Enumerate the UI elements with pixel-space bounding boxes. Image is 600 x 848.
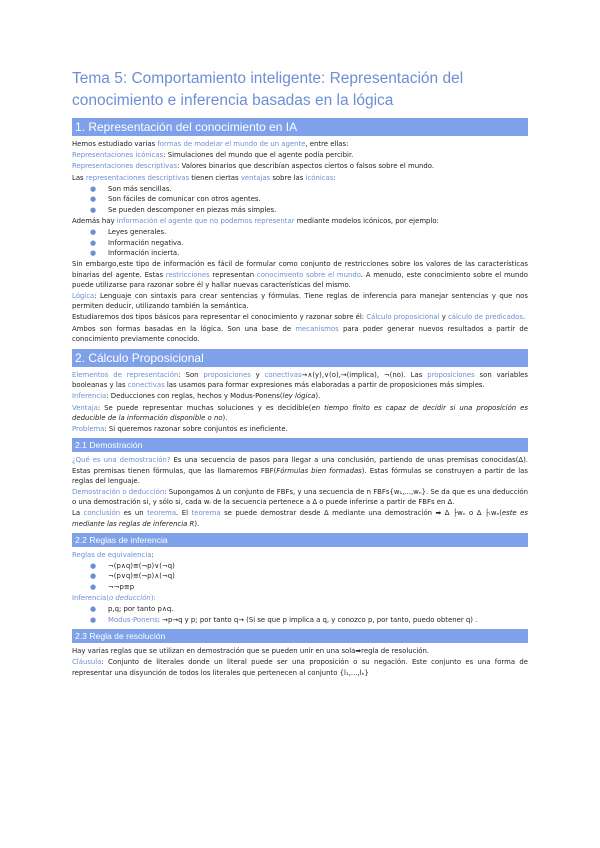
- list-item: ● ¬¬p≡p: [90, 582, 135, 591]
- paragraph: Hay varias reglas que se utilizan en demostración que se pueden unir en una sola➡regla de resolución.: [72, 647, 430, 656]
- list-item: ● p,q; por tanto p∧q.: [90, 605, 174, 614]
- paragraph: Inferencia: Deducciones con reglas, hechos y Modus-Ponens(ley lógica).: [72, 392, 321, 401]
- list-item: ● Se pueden descomponer en piezas más simples.: [90, 205, 277, 214]
- paragraph: Elementos de representación: Son proposiciones y conectivas→∧(y),∨(o),→(implica), ¬(no). Las proposiciones son variables booleanas y las conectivas las usamos para formar expresiones más elaboradas a partir de proposiciones más simples.: [72, 371, 528, 390]
- list-item: ● Información incierta.: [90, 249, 180, 258]
- bullet-icon: ●: [90, 228, 97, 237]
- equivalence-rules-list: [72, 561, 528, 592]
- bullet-icon: ●: [90, 249, 97, 258]
- paragraph: Reglas de equivalencia:: [72, 550, 154, 559]
- document-page: [72, 68, 528, 679]
- list-item: ● Son más sencillas.: [90, 184, 172, 193]
- paragraph: Ventaja: Se puede representar muchas soluciones y es decidible(en tiempo finito es capaz de decidir si una proposición es deducible de la información disponible o no).: [72, 403, 528, 422]
- paragraph: ¿Qué es una demostración? Es una secuencia de pasos para llegar a una conclusión, partiendo de unas premisas conocidas(Δ). Estas premisas tienen fórmulas, que las llamaremos FBF(Fórmulas bien formadas). Estas fórmulas se construyen a partir de las reglas del lenguaje.: [72, 456, 528, 485]
- paragraph: Sin embargo,este tipo de información es fácil de formular como conjunto de restricciones sobre los valores de las características binarias del agente. Estas restricciones representan conocimiento sobre el mundo. A menudo, este conocimiento sobre el mundo puede utilizarse para razonar sobre él y hallar nuevas características del mismo.: [72, 260, 528, 289]
- list-item: ● Modus-Ponens: →p→q y p; por tanto q→ (Si se que p implica a q, y conozco p, por tanto, puedo obtener q) .: [90, 615, 478, 624]
- paragraph: Estudiaremos dos tipos básicos para representar el conocimiento y razonar sobre él: Cálculo proposicional y cálculo de predicados.: [72, 313, 526, 322]
- examples-list: [72, 227, 528, 258]
- paragraph: Además hay información el agente que no podemos representar mediante modelos icónicos, por ejemplo:: [72, 217, 439, 226]
- subsection-heading-2-2: 2.2 Reglas de inferencia: [72, 533, 528, 547]
- list-item: ● ¬(p∨q)≡(¬p)∧(¬q): [90, 572, 175, 581]
- bullet-icon: ●: [90, 205, 97, 214]
- list-item: ● ¬(p∧q)≡(¬p)∨(¬q): [90, 561, 175, 570]
- subsection-heading-2-3: 2.3 Regla de resolución: [72, 629, 528, 643]
- bullet-icon: ●: [90, 582, 97, 591]
- section-heading-1: 1. Representación del conocimiento en IA: [72, 118, 528, 136]
- paragraph: Demostración o deducción: Supongamos Δ un conjunto de FBFs, y una secuencia de n FBFs{w₁,...,wₙ}. Se da que es una deducción o una demostración si, y sólo si, cada wᵢ de la secuencia pertenece a Δ o puede inferirse a partir de FBFs en Δ.: [72, 487, 528, 507]
- paragraph: La conclusión es un teorema. El teorema se puede demostrar desde Δ mediante una demostración ➡ Δ ├wₙ o Δ ├ᵣwₙ(este es mediante las reglas de inferencia R).: [72, 509, 528, 528]
- paragraph: Cláusula: Conjunto de literales donde un literal puede ser una proposición o su negación. Este conjunto es una forma de representar una disyunción de todos los literales que pertenecen al conjunto {l₁,...,lₖ}: [72, 658, 528, 677]
- bullet-icon: ●: [90, 605, 97, 614]
- paragraph: Problema: Si queremos razonar sobre conjuntos es ineficiente.: [72, 425, 288, 434]
- subsection-heading-2-1: 2.1 Demostración: [72, 438, 528, 452]
- list-item: ● Leyes generales.: [90, 228, 167, 237]
- bullet-icon: ●: [90, 184, 97, 193]
- paragraph: Representaciones descriptivas: Valores binarios que describían aspectos ciertos o falsos sobre el mundo.: [72, 162, 435, 171]
- bullet-icon: ●: [90, 238, 97, 247]
- list-item: ● Son fáciles de comunicar con otros agentes.: [90, 195, 261, 204]
- paragraph: Las representaciones descriptivas tienen ciertas ventajas sobre las icónicas:: [72, 173, 336, 182]
- section-heading-2: 2. Cálculo Proposicional: [72, 349, 528, 367]
- bullet-icon: ●: [90, 561, 97, 570]
- paragraph: Hemos estudiado varias formas de modelar el mundo de un agente, entre ellas:: [72, 140, 349, 148]
- bullet-icon: ●: [90, 572, 97, 581]
- paragraph: Ambos son formas basadas en la lógica. Son una base de mecanismos para poder generar nuevos resultados a partir de conocimiento previamente conocido.: [72, 324, 528, 343]
- bullet-icon: ●: [90, 615, 97, 624]
- paragraph: Representaciones icónicas: Simulaciones del mundo que el agente podía percibir.: [72, 151, 354, 160]
- inference-list: [72, 604, 528, 625]
- paragraph: Lógica: Lenguaje con sintaxis para crear sentencias y fórmulas. Tiene reglas de inferencia para manejar sentencias y que nos permiten deducir, utilizando también la semántica.: [72, 292, 528, 311]
- paragraph: Inferencia(o deducción):: [72, 594, 156, 603]
- advantages-list: [72, 184, 528, 215]
- list-item: ● Información negativa.: [90, 238, 184, 247]
- bullet-icon: ●: [90, 195, 97, 204]
- document-title: Tema 5: Comportamiento inteligente: Representación del conocimiento e inferencia basadas en la lógica: [72, 70, 464, 109]
